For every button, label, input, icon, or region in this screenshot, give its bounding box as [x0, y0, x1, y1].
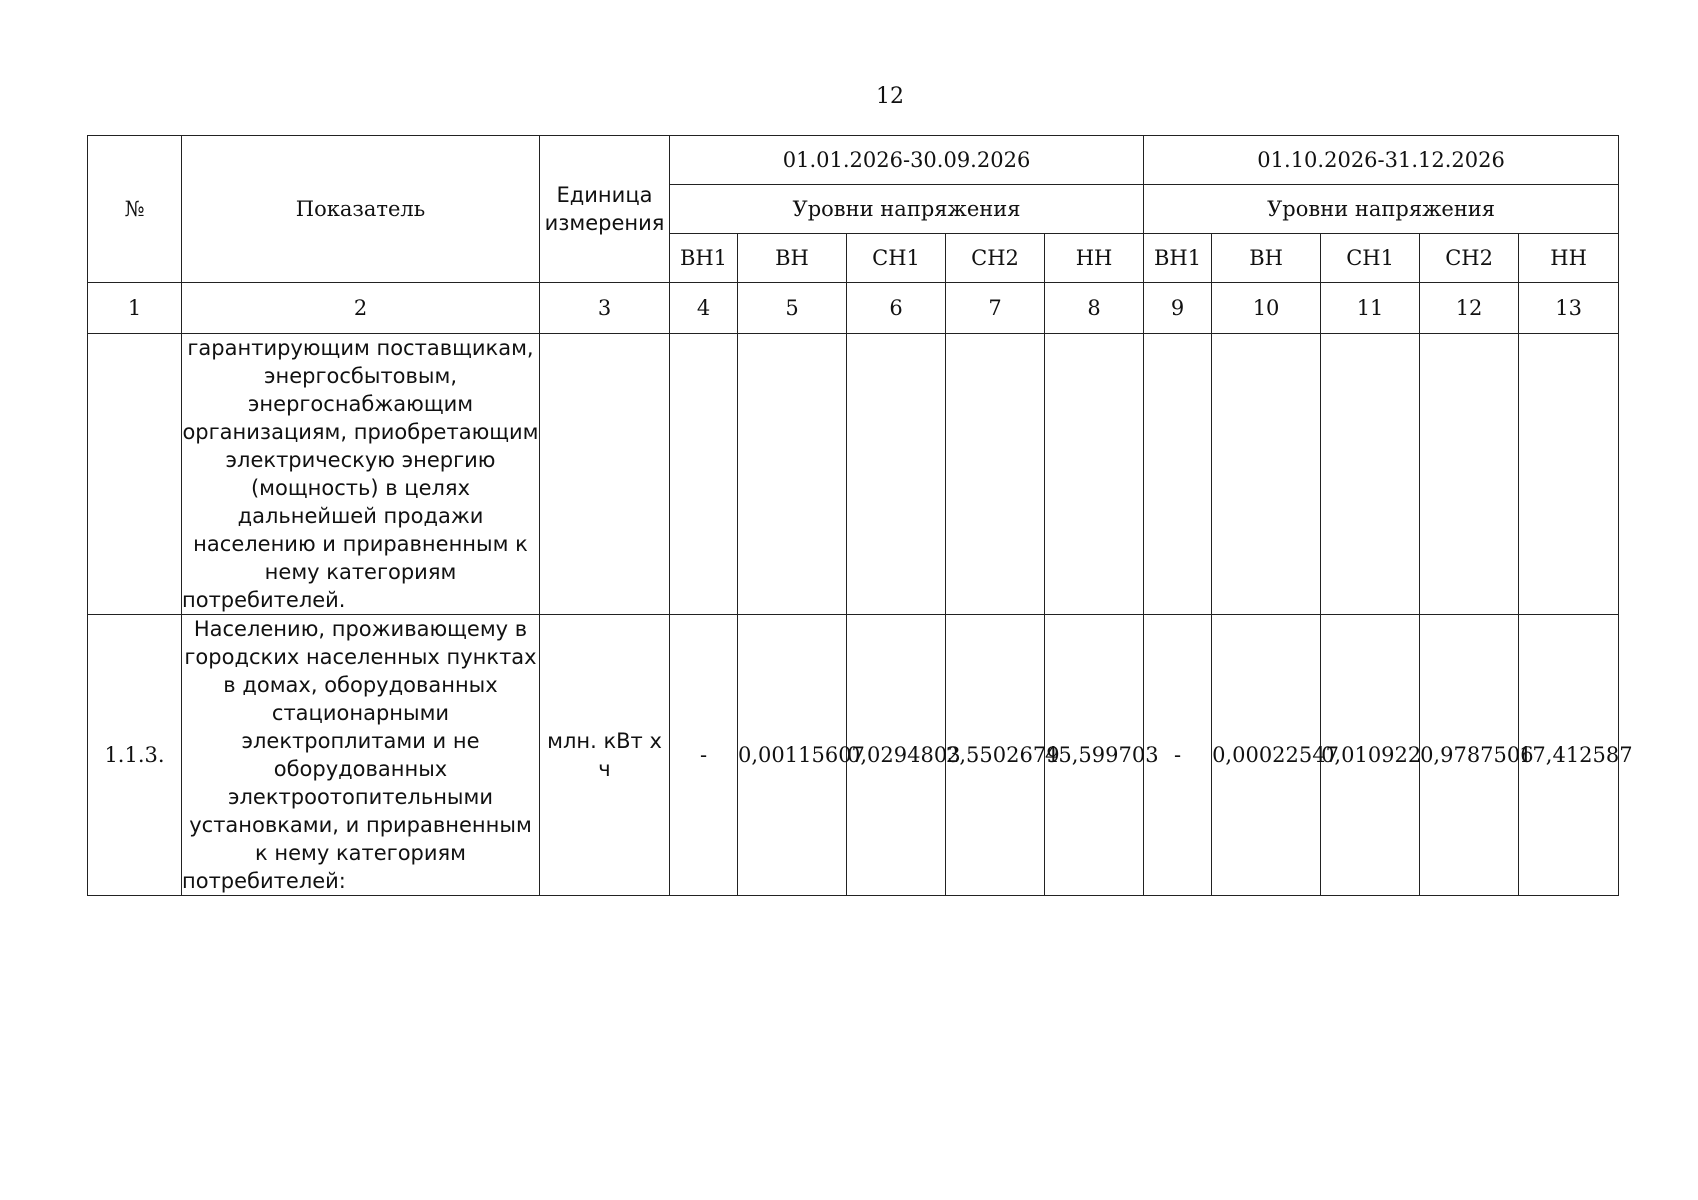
- column-number: 13: [1519, 283, 1619, 334]
- value-cell: 0,010922: [1321, 615, 1420, 896]
- column-number: 8: [1045, 283, 1144, 334]
- value-cell: 2,5502679: [946, 615, 1045, 896]
- table-row: [88, 615, 1619, 896]
- value-cell: 45,599703: [1045, 615, 1144, 896]
- header-level: ВН: [738, 234, 847, 283]
- value-cell: [1212, 334, 1321, 615]
- value-cell: 17,412587: [1519, 615, 1619, 896]
- header-row-periods: [88, 136, 1619, 185]
- header-level: НН: [1519, 234, 1619, 283]
- column-number: 12: [1420, 283, 1519, 334]
- column-number-row: [88, 283, 1619, 334]
- value-cell: 0,0294803: [847, 615, 946, 896]
- indicator-text: Населению, проживающему в городских населенных пунктах в домах, оборудованных стационарными электроплитами и не оборудованных электроотопительными установками, и приравненным к нему категориям потребителей:: [182, 615, 540, 896]
- indicator-text: гарантирующим поставщикам, энергосбытовым, энергоснабжающим организациям, приобретающим электрическую энергию (мощность) в целях дальнейшей продажи населению и приравненным к нему категориям потребителей.: [182, 334, 540, 615]
- column-number: 11: [1321, 283, 1420, 334]
- value-cell: [946, 334, 1045, 615]
- column-number: 5: [738, 283, 847, 334]
- value-cell: [1045, 334, 1144, 615]
- column-number: 10: [1212, 283, 1321, 334]
- value-cell: [1420, 334, 1519, 615]
- data-table: [87, 135, 1633, 896]
- value-cell: [670, 334, 738, 615]
- value-cell: 0,9787506: [1420, 615, 1519, 896]
- header-level: СН2: [1420, 234, 1519, 283]
- header-unit: Единица измерения: [540, 136, 670, 283]
- value-cell: [847, 334, 946, 615]
- value-cell: -: [670, 615, 738, 896]
- header-level: СН2: [946, 234, 1045, 283]
- header-level: НН: [1045, 234, 1144, 283]
- header-level: ВН1: [1144, 234, 1212, 283]
- value-cell: [1144, 334, 1212, 615]
- unit-cell: [540, 334, 670, 615]
- value-cell: [1321, 334, 1420, 615]
- header-voltage-levels-2: Уровни напряжения: [1144, 185, 1619, 234]
- header-period-1: 01.01.2026-30.09.2026: [670, 136, 1144, 185]
- column-number: 6: [847, 283, 946, 334]
- row-number: [88, 334, 182, 615]
- header-level: СН1: [847, 234, 946, 283]
- header-level: ВН1: [670, 234, 738, 283]
- column-number: 2: [182, 283, 540, 334]
- column-number: 3: [540, 283, 670, 334]
- unit-cell: млн. кВт х ч: [540, 615, 670, 896]
- column-number: 4: [670, 283, 738, 334]
- header-voltage-levels-1: Уровни напряжения: [670, 185, 1144, 234]
- column-number: 1: [88, 283, 182, 334]
- value-cell: 0,00022547: [1212, 615, 1321, 896]
- value-cell: 0,00115607: [738, 615, 847, 896]
- header-level: СН1: [1321, 234, 1420, 283]
- table-row: [88, 334, 1619, 615]
- value-cell: -: [1144, 615, 1212, 896]
- value-cell: [1519, 334, 1619, 615]
- page-number: 12: [876, 84, 904, 109]
- row-number: 1.1.3.: [88, 615, 182, 896]
- column-number: 7: [946, 283, 1045, 334]
- column-number: 9: [1144, 283, 1212, 334]
- header-indicator: Показатель: [182, 136, 540, 283]
- value-cell: [738, 334, 847, 615]
- header-no: №: [88, 136, 182, 283]
- header-period-2: 01.10.2026-31.12.2026: [1144, 136, 1619, 185]
- header-level: ВН: [1212, 234, 1321, 283]
